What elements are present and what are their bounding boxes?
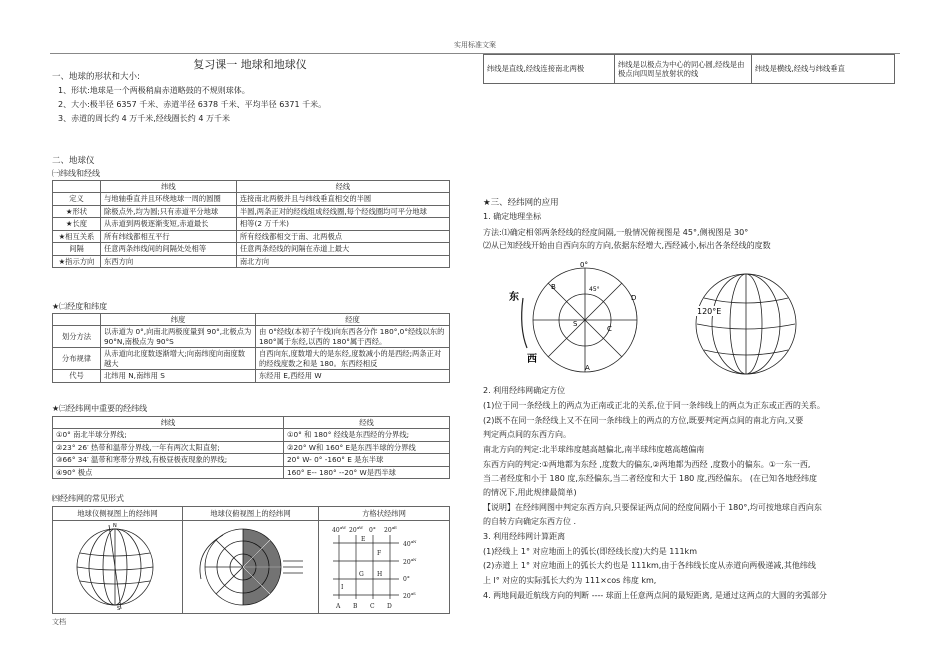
sec4-line: 的自转方向确定东西方位 . bbox=[483, 517, 577, 526]
grid-point-label: I bbox=[341, 584, 344, 591]
top-view-cell bbox=[183, 521, 319, 614]
table-cell: ①0° 南北半球分界线; bbox=[53, 429, 284, 441]
grid-point-label: H bbox=[377, 571, 383, 578]
table-header: 纬线 bbox=[101, 181, 237, 193]
table-important-lines bbox=[52, 416, 450, 479]
west-label: 西 bbox=[527, 354, 537, 365]
sec4-line: 2. 利用经纬网确定方位 bbox=[483, 386, 566, 395]
table-cell: 定义 bbox=[53, 193, 101, 205]
table-cell: 东西方向 bbox=[101, 255, 237, 267]
table-cell: 从赤道向北度数逐渐增大;向南纬度向南度数越大 bbox=[101, 348, 256, 370]
sub3-heading: ★㈢经纬网中重要的经纬线 bbox=[52, 404, 148, 413]
table-grid-forms bbox=[52, 506, 450, 614]
degree-label: 45° bbox=[589, 286, 600, 293]
grid-top-unit: W bbox=[359, 525, 364, 530]
sec3-line: 方法:⑴确定相邻两条经线的经度间隔,一般情况俯视图是 45°,侧视图是 30° bbox=[483, 228, 749, 237]
grid-right-label: 40° bbox=[403, 541, 414, 548]
grid-right-unit: S bbox=[413, 591, 416, 596]
sec1-line: 3、赤道的周长约 4 万千米,经线圈长约 4 万千米 bbox=[58, 114, 230, 123]
table-cell: 160° E-- 180° --20° W是西半球 bbox=[284, 466, 450, 478]
page-header: 实用标准文案 bbox=[454, 41, 496, 49]
table-header: 地球仪俯视图上的经纬网 bbox=[183, 507, 319, 521]
table-cell: 东经用 E,西经用 W bbox=[256, 370, 450, 382]
grid-col-label: D bbox=[387, 603, 392, 610]
table-cell: 与地轴垂直并且环绕地球一周的圆圈 bbox=[101, 193, 237, 205]
grid-top-unit: E bbox=[394, 525, 397, 530]
sec4-line: (2)赤道上 1° 对应地面上的弧长大约也是 111km,由于各纬线长度从赤道向两极递减,其他纬线 bbox=[483, 561, 816, 570]
table-cell: 相等(2 万千米) bbox=[236, 218, 449, 230]
table-cell: 分布规律 bbox=[53, 348, 101, 370]
sec4-line: 4. 两地间最近航线方向的判断 ---- 球面上任意两点间的最短距离, 是通过这两点的大圆的劣弧部分 bbox=[483, 591, 827, 600]
table-header: 纬度 bbox=[101, 314, 256, 326]
zero-label: 0° bbox=[580, 261, 588, 269]
sub4-heading: ㈣经纬网的常见形式 bbox=[52, 494, 124, 503]
page-title: 复习课一 地球和地球仪 bbox=[193, 58, 307, 71]
sec3-line: 1. 确定地理坐标 bbox=[483, 212, 542, 221]
table-row bbox=[53, 243, 450, 255]
table-parallels-meridians bbox=[52, 180, 450, 268]
table-cell: ③66° 34′ 温带和寒带分界线,有极昼极夜现象的界线; bbox=[53, 454, 284, 466]
table-cell: 连接南北两极并且与纬线垂直相交的半圆 bbox=[236, 193, 449, 205]
table-cell: ★指示方向 bbox=[53, 255, 101, 267]
grid-top-unit: W bbox=[342, 525, 347, 530]
table-row bbox=[53, 454, 450, 466]
polar-view-figure bbox=[505, 258, 665, 378]
grid-right-label: 20° bbox=[403, 593, 414, 600]
grid-right-unit: N bbox=[413, 557, 417, 562]
sec4-line: (1)位于同一条经线上的两点为正南或正北的关系,位于同一条纬线上的两点为正东或正西的关系。 bbox=[483, 401, 825, 410]
table-header: 方格状经纬网 bbox=[319, 507, 450, 521]
point-label: B bbox=[551, 283, 556, 291]
table-row bbox=[53, 193, 450, 205]
table-cell: 20° W- 0° -160° E 是东半球 bbox=[284, 454, 450, 466]
table-cell: ②23° 26′ 热带和温带分界线,一年有两次太阳直射; bbox=[53, 441, 284, 453]
sub2-heading: ★㈡经度和纬度 bbox=[52, 302, 108, 311]
grid-top-label: 40° bbox=[332, 527, 343, 534]
table-row bbox=[53, 205, 450, 217]
table-cell: ★长度 bbox=[53, 218, 101, 230]
table-cell: 以赤道为 0°,向南北两极度量到 90°,北极点为 90°N,南极点为 90°S bbox=[101, 326, 256, 348]
table-cell: 所有纬线都相互平行 bbox=[101, 230, 237, 242]
table-row bbox=[53, 370, 450, 382]
point-label: S bbox=[573, 320, 578, 328]
grid-col-label: A bbox=[336, 603, 341, 610]
sec4-line: 3. 利用经纬网计算距离 bbox=[483, 532, 566, 541]
table-cell: 南北方向 bbox=[236, 255, 449, 267]
table-header: 纬线 bbox=[53, 417, 284, 429]
grid-top-label: 20° bbox=[349, 527, 360, 534]
grid-right-unit: N bbox=[413, 539, 417, 544]
table-cell: 从赤道到两极逐渐变短,赤道最长 bbox=[101, 218, 237, 230]
point-label: D bbox=[631, 294, 637, 302]
table-lat-long bbox=[52, 313, 450, 383]
top-view-globe-diagram bbox=[183, 521, 317, 611]
sec4-line: 南北方向的判定:北半球纬度越高越偏北,南半球纬度越高越偏南 bbox=[483, 445, 705, 454]
south-label: S bbox=[117, 606, 121, 611]
table-header: 地球仪侧视图上的经纬网 bbox=[53, 507, 183, 521]
table-cell: 任意两条纬线间的间隔处处相等 bbox=[101, 243, 237, 255]
table-cell: ④90° 极点 bbox=[53, 466, 284, 478]
table-cell: 纬线是直线,经线连接南北两极 bbox=[484, 55, 615, 84]
table-grid-forms-continued bbox=[483, 54, 895, 84]
table-cell: ②20° W和 160° E是东西半球的分界线 bbox=[284, 441, 450, 453]
east-label: 东 bbox=[509, 292, 519, 303]
table-row bbox=[53, 441, 450, 453]
table-cell: 纬线是以极点为中心的同心圆,经线是由极点向四周呈放射状的线 bbox=[615, 55, 752, 84]
sec4-line: 判定两点间的东西方向。 bbox=[483, 430, 571, 439]
table-row bbox=[53, 255, 450, 267]
table-cell: 间隔 bbox=[53, 243, 101, 255]
sec3-line: ⑵从已知经线开始由自西向东的方向,依据东经增大,西经减小,标出各条经线的度数 bbox=[483, 241, 771, 250]
meridian-label: 120°E bbox=[697, 307, 722, 316]
table-header bbox=[53, 314, 101, 326]
sec4-line: (2)既不在同一条经线上又不在同一条纬线上的两点的方位,既要判定两点间的南北方向,又要 bbox=[483, 416, 804, 425]
table-header: 经线 bbox=[284, 417, 450, 429]
grid-point-label: G bbox=[359, 571, 364, 578]
table-row bbox=[484, 55, 895, 84]
sec3-heading: ★三、经纬网的应用 bbox=[483, 198, 559, 208]
sec4-line: 的情况下,用此规律最简单) bbox=[483, 488, 577, 497]
grid-point-label: F bbox=[377, 550, 382, 557]
table-row bbox=[53, 466, 450, 478]
table-header: 经度 bbox=[256, 314, 450, 326]
grid-top-label: 0° bbox=[369, 527, 376, 534]
table-cell: 除极点外,均为圆;只有赤道平分地球 bbox=[101, 205, 237, 217]
table-cell: 自西向东,度数增大的是东经,度数减小的是西经;两条正对的经线度数之和是 180。东西经相反 bbox=[256, 348, 450, 370]
table-cell: 所有经线都相交于南、北两极点 bbox=[236, 230, 449, 242]
sec1-line: 1、形状:地球是一个两极稍扁赤道略鼓的不规则球体。 bbox=[58, 86, 250, 95]
point-label: C bbox=[607, 325, 612, 333]
table-row bbox=[53, 429, 450, 441]
table-row bbox=[53, 218, 450, 230]
grid-point-label: E bbox=[361, 536, 366, 543]
grid-col-label: C bbox=[370, 603, 375, 610]
grid-view-cell bbox=[319, 521, 450, 614]
table-cell: 北纬用 N,南纬用 S bbox=[101, 370, 256, 382]
sec4-line: 当二者经度和小于 180 度,东经偏东,当二者经度和大于 180 度,西经偏东。 (在已知各地经纬度 bbox=[483, 474, 818, 483]
table-cell: 划分方法 bbox=[53, 326, 101, 348]
grid-top-label: 20° bbox=[384, 527, 395, 534]
north-label: N bbox=[113, 523, 117, 529]
sec4-line: (1)经线上 1° 对应地面上的弧长(即经线长度)大约是 111km bbox=[483, 547, 697, 556]
table-cell: ①0° 和 180° 经线是东西经的分界线; bbox=[284, 429, 450, 441]
grid-right-label: 20° bbox=[403, 559, 414, 566]
side-view-cell bbox=[53, 521, 183, 614]
table-cell: ★形状 bbox=[53, 205, 101, 217]
table-row bbox=[53, 348, 450, 370]
sec4-line: 上 l° 对应的实际弧长大约为 111×cos 纬度 km, bbox=[483, 576, 657, 585]
sec2-sub1: ㈠纬线和经线 bbox=[52, 169, 100, 178]
table-row bbox=[53, 230, 450, 242]
sec1-line: 2、大小:极半径 6357 千米、赤道半径 6378 千米、平均半径 6371 千米。 bbox=[58, 100, 327, 109]
table-cell: 由 0°经线(本初子午线)向东西各分作 180°,0°经线以东的 180°属于东经,以西的 180°属于西经。 bbox=[256, 326, 450, 348]
grid-col-label: B bbox=[353, 603, 358, 610]
table-cell: 任意两条经线的间隔在赤道上最大 bbox=[236, 243, 449, 255]
sec1-heading: 一、地球的形状和大小: bbox=[52, 72, 140, 82]
side-view-globe-diagram bbox=[53, 521, 181, 611]
table-cell: ★相互关系 bbox=[53, 230, 101, 242]
side-view-globe-figure bbox=[690, 268, 800, 380]
table-cell: 代号 bbox=[53, 370, 101, 382]
grid-right-label: 0° bbox=[403, 576, 410, 583]
sec4-line: 东西方向的判定:①两地都为东经 ,度数大的偏东,②两地都为西经 ,度数小的偏东。①一东一西, bbox=[483, 460, 811, 469]
sec2-heading: 二、地球仪 bbox=[52, 156, 95, 166]
table-cell: 纬线是横线,经线与纬线垂直 bbox=[752, 55, 895, 84]
sec4-line: 【说明】在经纬网图中判定东西方向,只要保证两点间的经度间隔小于 180°,均可按地球自西向东 bbox=[483, 503, 822, 512]
table-row bbox=[53, 326, 450, 348]
table-header: 经线 bbox=[236, 181, 449, 193]
point-label: A bbox=[585, 364, 590, 372]
table-header bbox=[53, 181, 101, 193]
page-footer: 文档 bbox=[52, 618, 66, 626]
square-grid-diagram bbox=[319, 521, 447, 611]
table-cell: 半圆,两条正对的经线组成经线圈,每个经线圈均可平分地球 bbox=[236, 205, 449, 217]
